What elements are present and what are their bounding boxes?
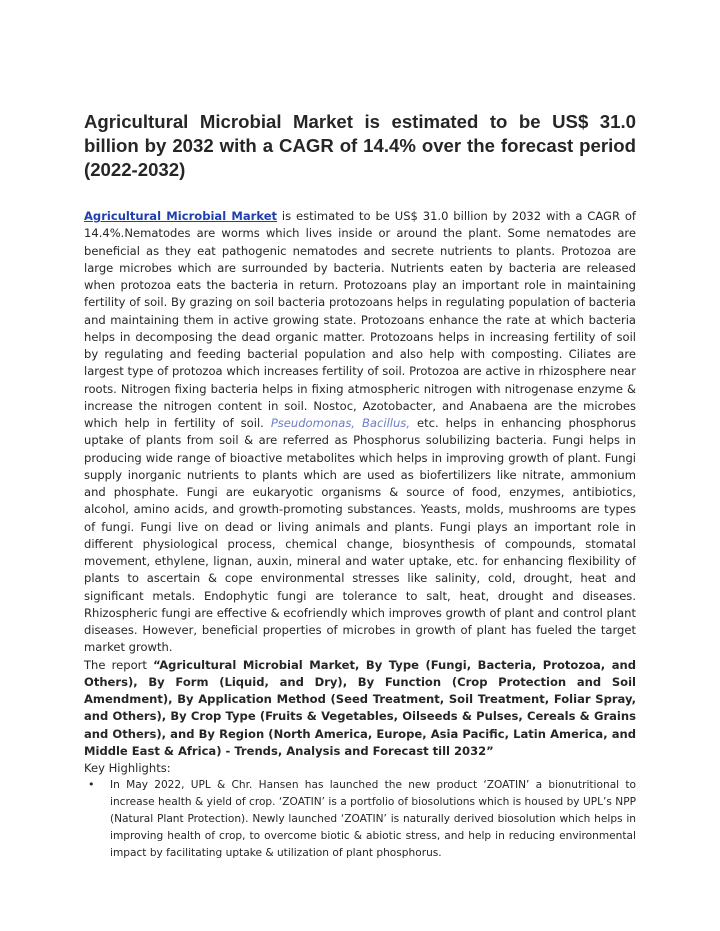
report-prefix: The report bbox=[84, 657, 154, 672]
highlights-list bbox=[84, 777, 636, 862]
list-item bbox=[84, 777, 636, 862]
highlight-text: In May 2022, UPL & Chr. Hansen has launched the new product ‘ZOATIN’ a bionutritional to increase health & yield of crop. ‘ZOATIN’ is a portfolio of biosolutions which is housed by UPL’s NPP (Natural Plant Protection). Newly launched ‘ZOATIN’ is naturally derived biosolution which helps in improving health of crop, to overcome biotic & abiotic stress, and help in reducing environmental impact by facilitating uptake & utilization of plant phosphorus. bbox=[110, 779, 636, 859]
microbe-names-italic: Pseudomonas, Bacillus, bbox=[270, 416, 410, 430]
report-paragraph bbox=[84, 657, 636, 761]
market-link[interactable]: Agricultural Microbial Market bbox=[84, 209, 278, 223]
intro-text-part-1: is estimated to be US$ 31.0 billion by 2032 with a CAGR of 14.4%.Nematodes are worms which lives inside or around the plant. Some nematodes are beneficial as they eat pathogenic nematodes and secrete nutrients to plants. Protozoa are large microbes which are surrounded by bacteria. Nutrients eaten by bacteria are released when protozoa eats the bacteria in return. Protozoans play an important role in maintaining fertility of soil. By grazing on soil bacteria protozoans helps in regulating population of bacteria and maintaining them in active growing state. Protozoans enhance the rate at which bacteria helps in decomposing the dead organic matter. Protozoans helps in increasing fertility of soil by regulating and feeding bacterial population and also help with composting. Ciliates are largest type of protozoa which increases fertility of soil. Protozoa are active in rhizosphere near roots. Nitrogen fixing bacteria helps in fixing atmospheric nitrogen with nitrogenase enzyme & increase the nitrogen content in soil. Nostoc, Azotobacter, and Anabaena are the microbes which help in fertility of soil. bbox=[84, 209, 636, 430]
article-body bbox=[84, 208, 636, 862]
page-title: Agricultural Microbial Market is estimated to be US$ 31.0 billion by 2032 with a CAGR of 14.4% over the forecast period (2022-2032) bbox=[84, 111, 636, 180]
bullet-icon: • bbox=[88, 778, 95, 792]
highlights-heading: Key Highlights: bbox=[84, 761, 171, 775]
intro-text-part-2: etc. helps in enhancing phosphorus uptake of plants from soil & are referred as Phosphorus solubilizing bacteria. Fungi helps in producing wide range of bioactive metabolites which helps in improving growth of plant. Fungi supply inorganic nutrients to plants which are used as biofertilizers like nitrate, ammonium and phosphate. Fungi are eukaryotic organisms & source of food, enzymes, antibiotics, alcohol, amino acids, and growth-promoting substances. Yeasts, molds, mushrooms are types of fungi. Fungi live on dead or living animals and plants. Fungi plays an important role in different physiological process, chemical change, biosynthesis of compounds, stomatal movement, ethylene, lignan, auxin, mineral and water uptake, etc. for enhancing flexibility of plants to ascertain & cope environmental stresses like salinity, cold, drought, heat and significant metals. Endophytic fungi are tolerance to salt, heat, drought and diseases. Rhizospheric fungi are effective & ecofriendly which improves growth of plant and control plant diseases. However, beneficial properties of microbes in growth of plant has fueled the target market growth. bbox=[84, 416, 636, 655]
report-title: “Agricultural Microbial Market, By Type (Fungi, Bacteria, Protozoa, and Others), By Form (Liquid, and Dry), By Function (Crop Protection and Soil Amendment), By Application Method (Seed Treatment, Soil Treatment, Foliar Spray, and Others), By Crop Type (Fruits & Vegetables, Oilseeds & Pulses, Cereals & Grains and Others), and By Region (North America, Europe, Asia Pacific, Latin America, and Middle East & Africa) - Trends, Analysis and Forecast till 2032” bbox=[84, 657, 636, 758]
intro-paragraph bbox=[84, 208, 636, 657]
